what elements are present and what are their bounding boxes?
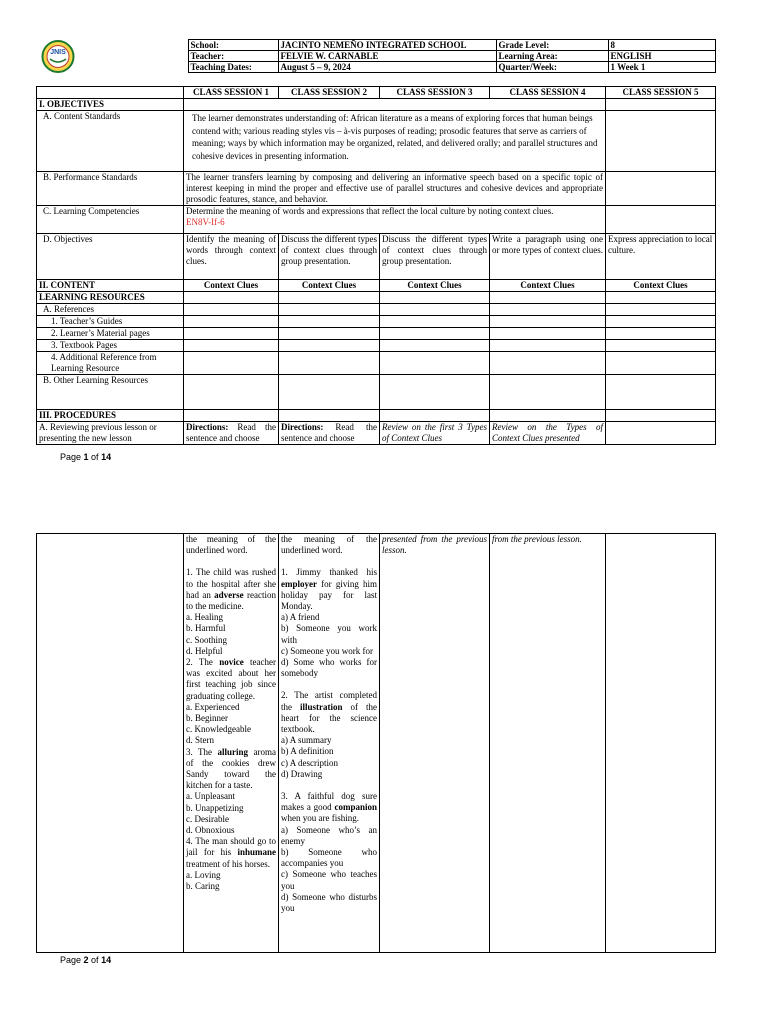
- target-word: adverse: [214, 589, 244, 600]
- question-text: when you are fishing.: [281, 813, 359, 824]
- answer-option: d. Helpful: [186, 645, 223, 656]
- page-2-of: of: [88, 955, 102, 965]
- performance-standards-label: [37, 172, 184, 206]
- area-value: ENGLISH: [608, 51, 715, 62]
- header-info-table: [36, 39, 716, 73]
- objective-4: Write a paragraph using one or more types of context clues.: [490, 234, 606, 280]
- page-1-of: of: [88, 452, 102, 462]
- answer-option: c) Someone who teaches you: [281, 869, 377, 891]
- objectives-heading: I. OBJECTIVES: [37, 99, 184, 111]
- ref-learners-material: 2. Learner’s Material pages: [37, 328, 184, 340]
- page-2-number: 2: [83, 955, 89, 965]
- reviewing-label: A. Reviewing previous lesson or presenting the new lesson: [37, 422, 184, 445]
- spacer: [281, 780, 377, 791]
- page-1-footer: [60, 452, 111, 462]
- question-text: 4. The man should go to jail for his: [186, 836, 276, 858]
- question-item: [281, 567, 377, 612]
- procedures-heading: III. PROCEDURES: [37, 410, 184, 422]
- answer-option: b. Harmful: [186, 623, 226, 634]
- answer-option: b) Someone you work with: [281, 623, 377, 645]
- review-4: Review on the Types of Context Clues presented: [490, 422, 606, 445]
- session-4-review: from the previous lesson.: [490, 534, 606, 953]
- answer-option: b) Someone who accompanies you: [281, 847, 377, 869]
- session-header-3: CLASS SESSION 3: [380, 87, 490, 99]
- performance-standards-text: The learner transfers learning by composing and delivering an informative speech based on a specific topic of interest keeping in mind the proper and effective use of parallel structures and cohesive devices and appropriate prosodic features, stance, and behavior.: [184, 172, 606, 206]
- school-logo-icon: [36, 40, 80, 73]
- competencies-label: C. Learning Competencies: [37, 206, 184, 234]
- answer-option: a) Someone who’s an enemy: [281, 824, 377, 846]
- exercise-intro: the meaning of the underlined word.: [186, 534, 276, 556]
- answer-option: a. Loving: [186, 869, 221, 880]
- lesson-plan-table-page-2: [36, 533, 716, 953]
- content-value-1: Context Clues: [184, 280, 279, 292]
- question-text: teacher was excited about her first teaching job since graduating college.: [186, 657, 276, 701]
- answer-option: d) Someone who disturbs you: [281, 891, 377, 914]
- objective-3: Discuss the different types of context clues through group presentation.: [380, 234, 490, 280]
- answer-option: b. Caring: [186, 881, 220, 892]
- page-1-number: 1: [83, 452, 89, 462]
- competencies-text: Determine the meaning of words and expressions that reflect the local culture by noting context clues.: [186, 206, 554, 216]
- answer-option: c) A description: [281, 757, 338, 768]
- lesson-plan-table-page-1: [36, 86, 716, 445]
- answer-option: c) Someone you work for: [281, 645, 373, 656]
- school-value: JACINTO NEMEÑO INTEGRATED SCHOOL: [278, 40, 496, 51]
- session-header-5: CLASS SESSION 5: [606, 87, 716, 99]
- page-1-prefix: Page: [60, 452, 84, 462]
- directions-1: [184, 422, 279, 445]
- dates-label: Teaching Dates:: [188, 62, 278, 73]
- objective-5: Express appreciation to local culture.: [606, 234, 716, 280]
- answer-option: d) Drawing: [281, 768, 323, 779]
- session-header-1: CLASS SESSION 1: [184, 87, 279, 99]
- ref-textbook-pages: 3. Textbook Pages: [37, 340, 184, 352]
- answer-option: b. Unappetizing: [186, 802, 244, 813]
- question-text: aroma of the cookies drew Sandy toward the kitchen for a taste.: [186, 746, 276, 791]
- references-label: A. References: [37, 304, 184, 316]
- dates-value: August 5 – 9, 2024: [278, 62, 496, 73]
- exercise-intro: the meaning of the underlined word.: [281, 534, 377, 556]
- other-resources-label: B. Other Learning Resources: [37, 375, 184, 410]
- target-word: companion: [334, 802, 377, 813]
- directions-2-bold: Directions:: [281, 422, 324, 432]
- content-value-3: Context Clues: [380, 280, 490, 292]
- session-3-review: presented from the previous lesson.: [380, 534, 490, 953]
- answer-option: a. Healing: [186, 612, 223, 623]
- question-item: [186, 836, 276, 870]
- answer-option: d. Obnoxious: [186, 825, 235, 836]
- quarter-label: Quarter/Week:: [496, 62, 608, 73]
- content-value-2: Context Clues: [279, 280, 380, 292]
- question-text: 3. The: [186, 746, 218, 757]
- question-text: 2. The: [186, 657, 220, 668]
- answer-option: c. Desirable: [186, 813, 229, 824]
- ref-teachers-guides: 1. Teacher’s Guides: [37, 316, 184, 328]
- question-item: [281, 791, 377, 825]
- question-text: 1. The child was rushed to the hospital after she had an: [186, 567, 276, 600]
- question-text: reaction to the medicine.: [186, 589, 276, 612]
- answer-option: d. Stern: [186, 735, 214, 746]
- question-text: for giving him holiday pay for last Monday.: [281, 578, 377, 612]
- objective-2: Discuss the different types of context clues through group presentation.: [279, 234, 380, 280]
- area-label: Learning Area:: [496, 51, 608, 62]
- content-value-4: Context Clues: [490, 280, 606, 292]
- answer-option: c. Knowledgeable: [186, 724, 251, 735]
- ref-additional: 4. Additional Reference from Learning Resource: [37, 352, 184, 375]
- question-item: [186, 567, 276, 612]
- target-word: illustration: [300, 701, 343, 712]
- session-header-2: CLASS SESSION 2: [279, 87, 380, 99]
- competencies-code: EN8V-If-6: [186, 217, 225, 227]
- review-3: Review on the first 3 Types of Context Clues: [380, 422, 490, 445]
- directions-1-bold: Directions:: [186, 422, 229, 432]
- target-word: alluring: [217, 746, 249, 757]
- resources-heading: LEARNING RESOURCES: [37, 292, 184, 304]
- session-2-exercise: [279, 534, 380, 953]
- answer-option: b. Beginner: [186, 713, 228, 724]
- answer-option: b) A definition: [281, 746, 334, 757]
- answer-option: c. Soothing: [186, 634, 228, 645]
- directions-2-rest: Read the sentence and choose: [281, 422, 377, 443]
- teacher-label: Teacher:: [188, 51, 278, 62]
- question-item: [281, 690, 377, 735]
- objective-1: Identify the meaning of words through context clues.: [184, 234, 279, 280]
- question-text: of the heart for the science textbook.: [281, 701, 377, 735]
- question-text: treatment of his horses.: [186, 858, 270, 869]
- question-item: [186, 657, 276, 702]
- answer-option: a. Unpleasant: [186, 791, 235, 802]
- answer-option: a) A summary: [281, 735, 332, 746]
- teacher-value: FELVIE W. CARNABLE: [278, 51, 496, 62]
- page-2-footer: [60, 955, 111, 965]
- spacer: [281, 679, 377, 690]
- answer-option: a. Experienced: [186, 701, 240, 712]
- content-value-5: Context Clues: [606, 280, 716, 292]
- answer-option: d) Some who works for somebody: [281, 657, 377, 679]
- answer-option: a) A friend: [281, 612, 320, 623]
- content-standards-label: A. Content Standards: [37, 111, 184, 172]
- grade-label: Grade Level:: [496, 40, 608, 51]
- question-text: 3. A faithful dog sure makes a good: [281, 791, 377, 813]
- logo-cell: [36, 40, 188, 73]
- blank-header-cell: [37, 87, 184, 99]
- objectives-label: D. Objectives: [37, 234, 184, 280]
- page-2-prefix: Page: [60, 955, 84, 965]
- directions-1-rest: Read the sentence and choose: [186, 422, 276, 443]
- question-text: 1. Jimmy thanked his: [281, 567, 377, 578]
- page-1-total: 14: [101, 452, 112, 462]
- content-standards-text: The learner demonstrates understanding of: African literature as a means of exploring forces that human beings contend with; various reading styles vis – à-vis purposes of reading; prosodic features that serve as carriers of meaning; ways by which information may be organized, related, and delivered orally; and parallel structures and cohesive devices in presenting information.: [184, 111, 606, 172]
- target-word: employer: [281, 578, 317, 589]
- question-text: 2. The artist completed the: [281, 690, 377, 712]
- quarter-value: 1 Week 1: [608, 62, 715, 73]
- directions-2: [279, 422, 380, 445]
- target-word: novice: [219, 657, 244, 668]
- content-heading: II. CONTENT: [37, 280, 184, 292]
- target-word: inhumane: [237, 847, 276, 858]
- competencies-cell: [184, 206, 606, 234]
- question-item: [186, 747, 276, 792]
- logo-text: JNIS: [50, 48, 66, 56]
- performance-label-text: B. Performance Standards: [43, 172, 138, 182]
- page-2-total: 14: [101, 955, 112, 965]
- session-header-4: CLASS SESSION 4: [490, 87, 606, 99]
- session-1-exercise: [184, 534, 279, 953]
- school-label: School:: [188, 40, 278, 51]
- grade-value: 8: [608, 40, 715, 51]
